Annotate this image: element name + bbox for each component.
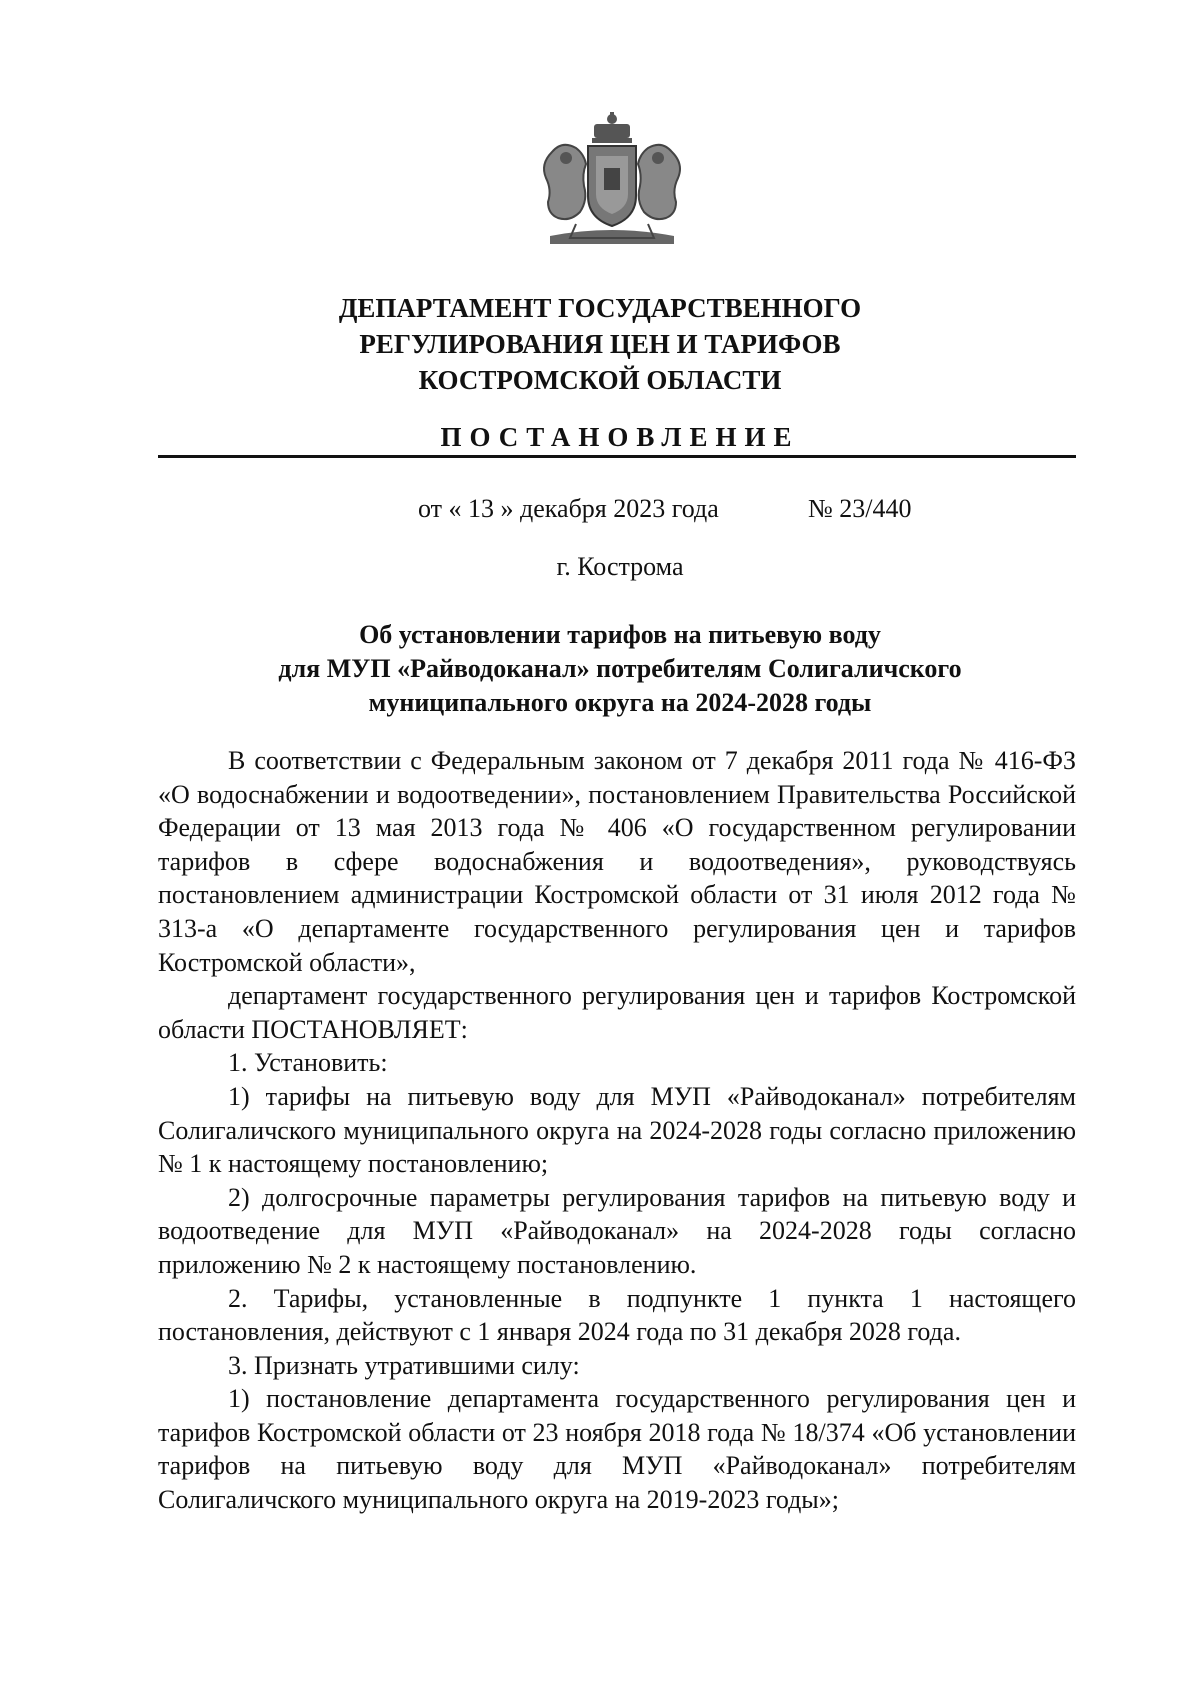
document-date: от « 13 » декабря 2023 года (418, 494, 719, 523)
paragraph-preamble: В соответствии с Федеральным законом от 7 декабря 2011 года № 416-ФЗ «О водоснабжении и водоотведении», постановлением Правительства Российской Федерации от 13 мая 2013 года № 406 «О государственном регулировании тарифов в сфере водоснабжения и водоотведения», руководствуясь постановлением администрации Костромской области от 31 июля 2012 года № 313-а «О департаменте государственного регулирования цен и тарифов Костромской области», (158, 746, 1076, 977)
subject-line-3: муниципального округа на 2024-2028 годы (368, 688, 872, 717)
paragraph-item-2: 2. Тарифы, установленные в подпункте 1 пункта 1 настоящего постановления, действуют с 1 января 2024 года по 31 декабря 2028 года. (158, 1283, 1076, 1347)
org-line-3: КОСТРОМСКОЙ ОБЛАСТИ (418, 365, 782, 395)
organization-name (0, 290, 1200, 398)
org-line-1: ДЕПАРТАМЕНТ ГОСУДАРСТВЕННОГО (338, 293, 862, 323)
paragraph-item-3: 3. Признать утратившими силу: (228, 1350, 580, 1380)
org-line-2: РЕГУЛИРОВАНИЯ ЦЕН И ТАРИФОВ (359, 329, 841, 359)
header-divider (158, 455, 1076, 458)
paragraph-item-1-1: 1) тарифы на питьевую воду для МУП «Райводоканал» потребителям Солигаличского муниципального округа на 2024-2028 годы согласно приложению № 1 к настоящему постановлению; (158, 1081, 1076, 1179)
document-city: г. Кострома (556, 552, 684, 581)
document-body (158, 744, 1076, 1517)
paragraph-item-1-2: 2) долгосрочные параметры регулирования тарифов на питьевую воду и водоотведение для МУП «Райводоканал» на 2024-2028 годы согласно приложению № 2 к настоящему постановлению. (158, 1182, 1076, 1279)
paragraph-item-3-1: 1) постановление департамента государственного регулирования цен и тарифов Костромской области от 23 ноября 2018 года № 18/374 «Об установлении тарифов на питьевую воду для МУП «Райводоканал» потребителям Солигаличского муниципального округа на 2019-2023 годы»; (158, 1384, 1076, 1515)
document-number: № 23/440 (808, 494, 912, 523)
subject-line-2: для МУП «Райводоканал» потребителям Солигаличского (278, 654, 962, 683)
coat-of-arms-icon (532, 112, 692, 252)
document-subject (0, 618, 1200, 720)
subject-line-1: Об установлении тарифов на питьевую воду (359, 620, 881, 649)
document-type: ПОСТАНОВЛЕНИЕ (440, 422, 800, 452)
paragraph-item-1: 1. Установить: (228, 1048, 388, 1078)
paragraph-resolves: департамент государственного регулирования цен и тарифов Костромской области ПОСТАНОВЛЯЕТ: (158, 981, 1076, 1044)
